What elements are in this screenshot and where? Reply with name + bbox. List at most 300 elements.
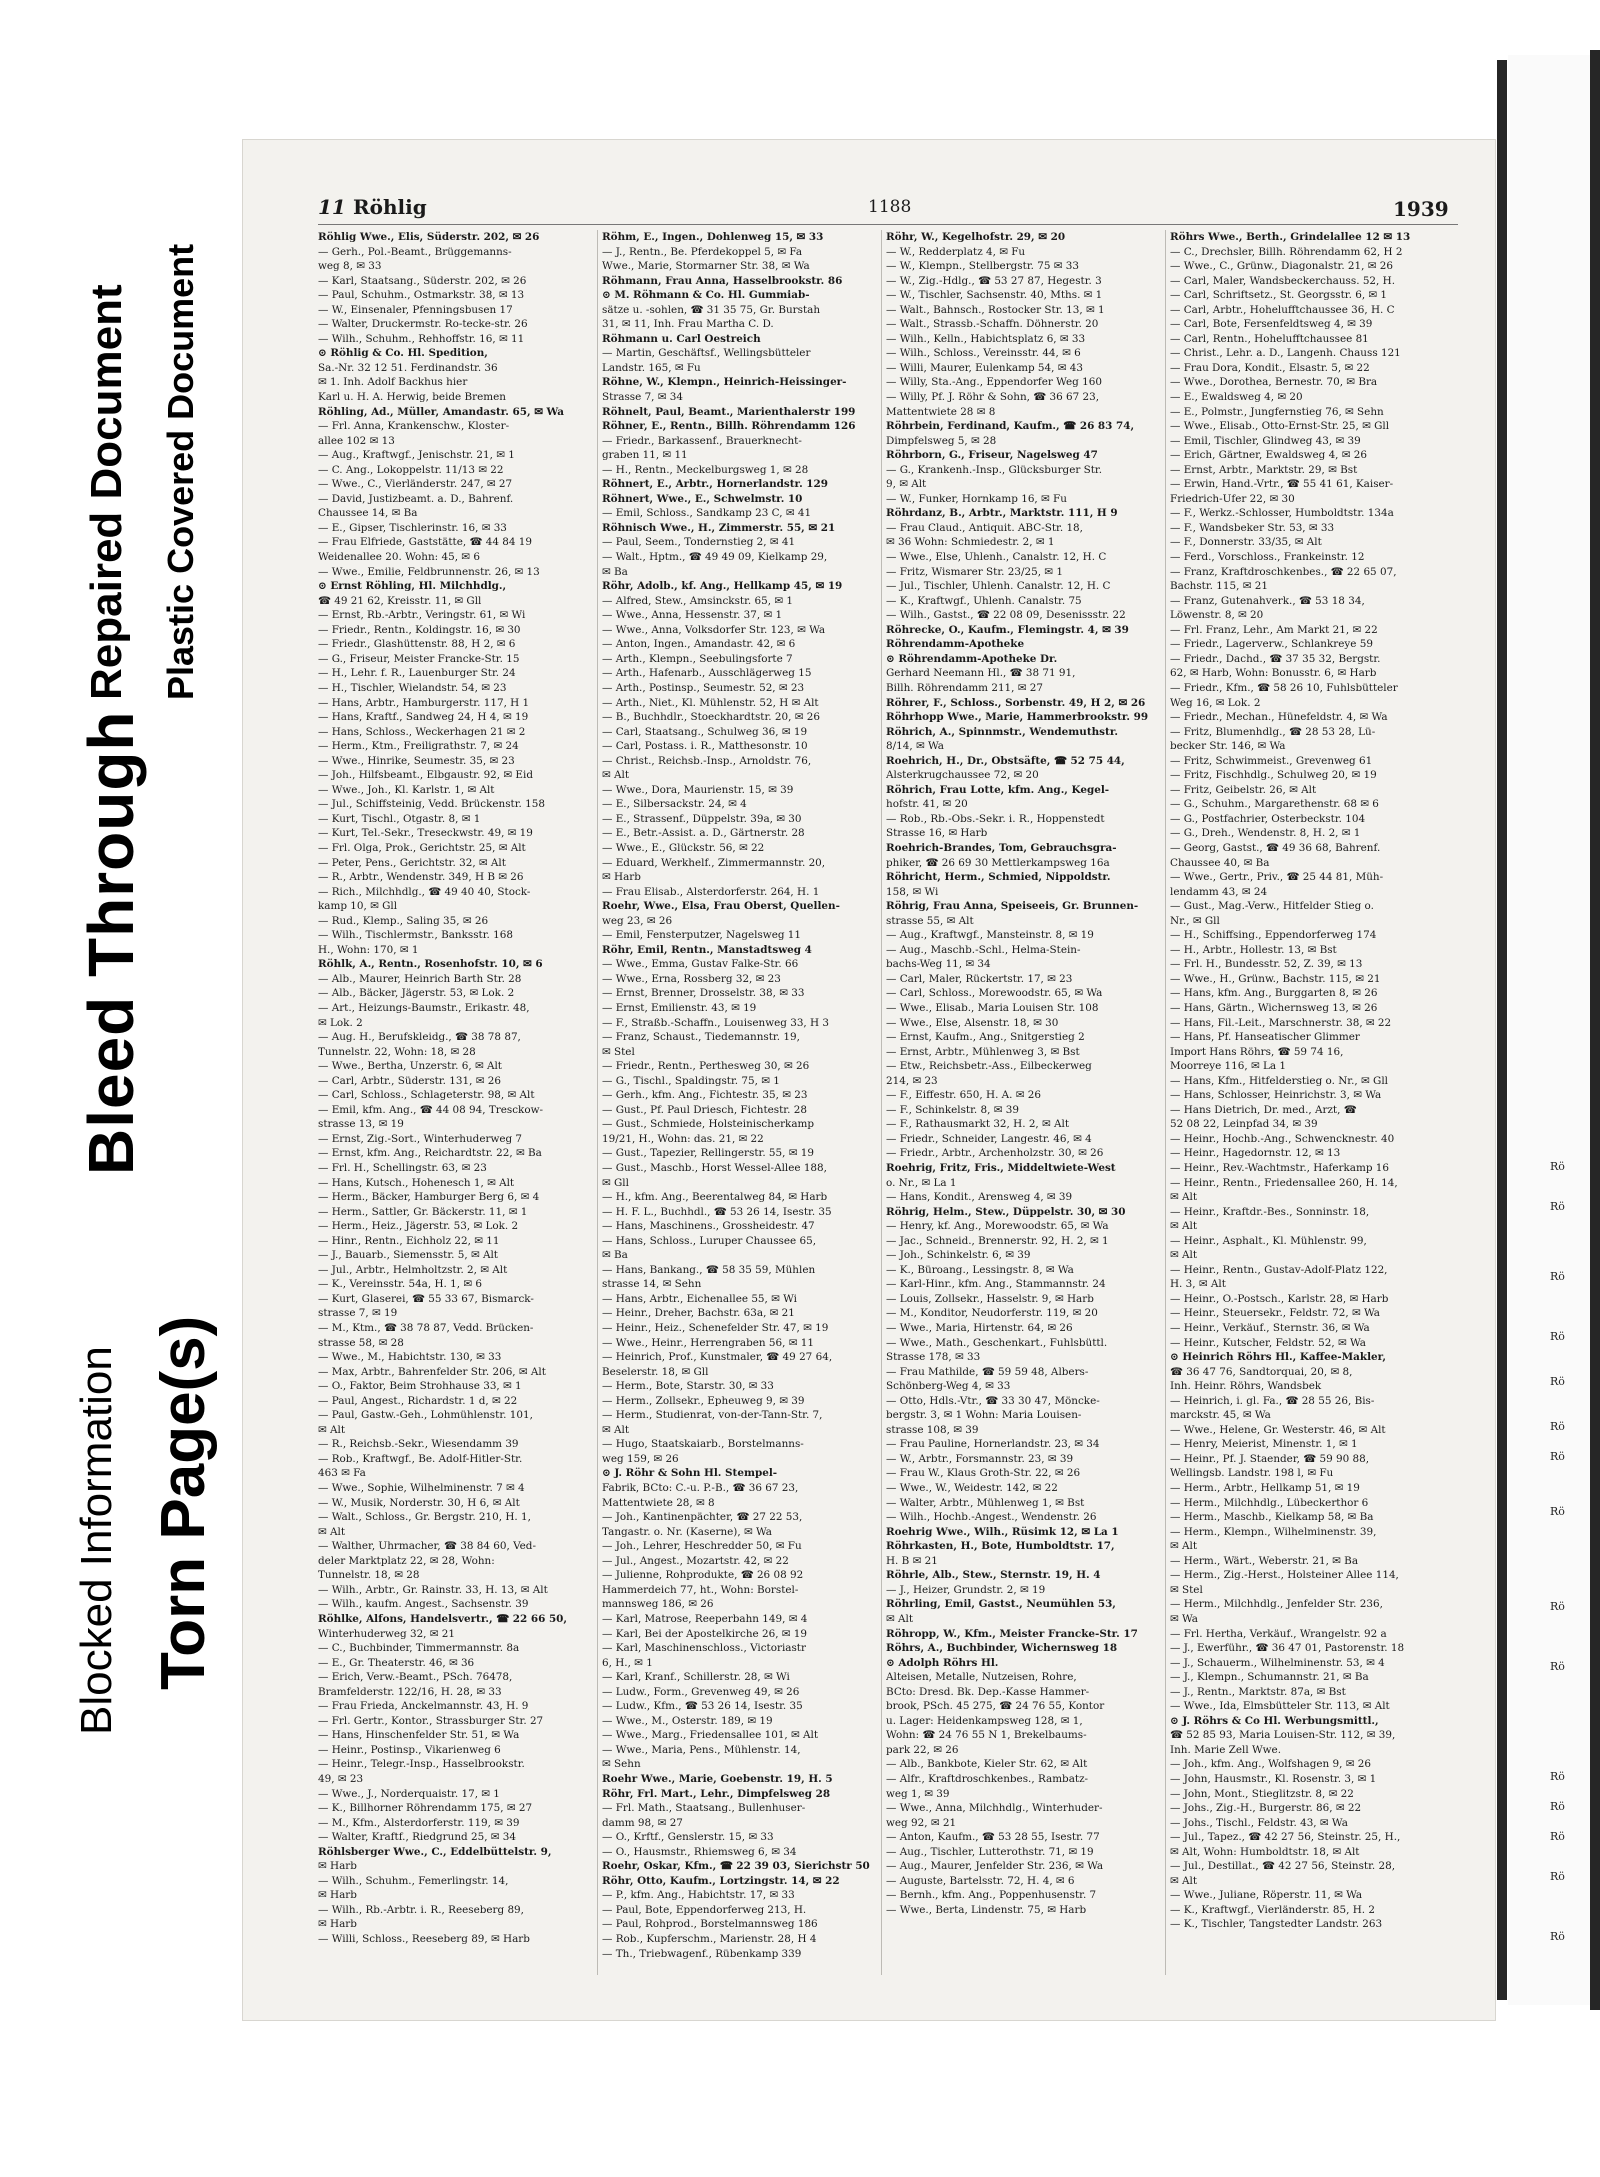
directory-entry-line: — Joh., kfm. Ang., Wolfshagen 9, ✉ 26 <box>1170 1758 1371 1771</box>
directory-entry-line: — Friedr., Schneider, Langestr. 46, ✉ 4 <box>886 1132 1092 1145</box>
directory-entry-line: Moorreye 116, ✉ La 1 <box>1170 1060 1287 1073</box>
directory-entry-line: Wellingsb. Landstr. 198 l, ✉ Fu <box>1170 1467 1334 1480</box>
directory-entry-line: — Heinr., Hagedornstr. 12, ✉ 13 <box>1170 1147 1341 1160</box>
edge-text-fragment: Rö <box>1550 1505 1565 1518</box>
directory-entry-line: — Fritz, Geibelstr. 26, ✉ Alt <box>1170 783 1317 796</box>
directory-entry-line: Röhrer, F., Schloss., Sorbenstr. 49, H 2, ✉ 26 <box>886 696 1146 709</box>
directory-entry-line: — Wwe., Emilie, Feldbrunnenstr. 26, ✉ 13 <box>318 565 540 578</box>
directory-entry-line: — Heinr., Rentn., Friedensallee 260, H. 14, <box>1170 1176 1398 1189</box>
directory-entry-line: — Wwe., Elisab., Otto-Ernst-Str. 25, ✉ Gll <box>1170 420 1390 433</box>
directory-entry-line: ⊙ Röhrendamm-Apotheke Dr. <box>886 652 1058 665</box>
directory-entry-line: — E., Gr. Theaterstr. 46, ✉ 36 <box>318 1656 475 1669</box>
edge-text-fragment: Rö <box>1550 1600 1565 1613</box>
directory-entry-line: Röhr, Emil, Rentn., Manstadtsweg 4 <box>602 943 812 956</box>
directory-entry-line: — Carl, Maler, Rückertstr. 17, ✉ 23 <box>886 972 1073 985</box>
directory-entry-line: ✉ Alt <box>886 1612 914 1625</box>
directory-entry-line: — Hans, kfm. Ang., Burggarten 8, ✉ 26 <box>1170 987 1378 1000</box>
directory-entry-line: — Wwe., Anna, Milchhdlg., Winterhuder- <box>886 1802 1103 1815</box>
directory-entry-line: — Willy, Pf. J. Röhr & Sohn, ☎ 36 67 23, <box>886 391 1100 404</box>
directory-year: 1939 <box>1393 197 1449 221</box>
directory-entry-line: — Heinr., Steuersekr., Feldstr. 72, ✉ Wa <box>1170 1307 1380 1320</box>
directory-entry-line: — Heinrich, i. gl. Fa., ☎ 28 55 26, Bis- <box>1170 1394 1375 1407</box>
directory-entry-line: — Walter, Druckermstr. Ro-tecke-str. 26 <box>318 318 528 331</box>
directory-entry-line: — C. Ang., Lokoppelstr. 11/13 ✉ 22 <box>318 463 504 476</box>
directory-entry-line: ☎ 52 85 93, Maria Louisen-Str. 112, ✉ 39, <box>1170 1729 1396 1742</box>
directory-entry-line: Röhling, Ad., Müller, Amandastr. 65, ✉ Wa <box>318 405 565 418</box>
directory-entry-line: — Alb., Bäcker, Jägerstr. 53, ✉ Lok. 2 <box>318 987 515 1000</box>
directory-entry-line: Röhrecke, O., Kaufm., Flemingstr. 4, ✉ 39 <box>886 623 1129 636</box>
directory-entry-line: — W., Zig.-Hdlg., ☎ 53 27 87, Hegestr. 3 <box>886 274 1102 287</box>
directory-entry-line: Röhlk, A., Rentn., Rosenhofstr. 10, ✉ 6 <box>318 958 543 971</box>
directory-entry-line: Nr., ✉ Gll <box>1170 914 1220 927</box>
directory-entry-line: — Christ., Lehr. a. D., Langenh. Chauss 121 <box>1170 347 1401 360</box>
directory-entry-line: — Jul., Tapez., ☎ 42 27 56, Steinstr. 25, H., <box>1170 1831 1401 1844</box>
directory-entry-line: — Gerh., Pol.-Beamt., Brüggemanns- <box>318 245 512 258</box>
directory-entry-line: Tangastr. o. Nr. (Kaserne), ✉ Wa <box>602 1525 772 1538</box>
directory-entry-line: Röhrs Wwe., Berth., Grindelallee 12 ✉ 13 <box>1170 231 1411 243</box>
directory-entry-line: — Jul., Angest., Mozartstr. 42, ✉ 22 <box>602 1554 789 1567</box>
directory-entry-line: Röhrle, Alb., Stew., Sternstr. 19, H. 4 <box>886 1569 1101 1582</box>
directory-entry-line: — J., Bauarb., Siemensstr. 5, ✉ Alt <box>318 1249 498 1262</box>
directory-entry-line: BCto: Dresd. Bk. Dep.-Kasse Hammer- <box>886 1685 1090 1698</box>
directory-entry-line: 6, H., ✉ 1 <box>602 1656 653 1669</box>
directory-entry-line: — Ludw., Kfm., ☎ 53 26 14, Isestr. 35 <box>602 1700 803 1713</box>
directory-entry-line: — Wwe., Dora, Maurienstr. 15, ✉ 39 <box>602 783 794 796</box>
directory-entry-line: — Heinr., Postinsp., Vikarienweg 6 <box>318 1743 501 1756</box>
directory-entry-line: — Franz, Schaust., Tiedemannstr. 19, <box>602 1031 800 1044</box>
directory-entry-line: — Franz, Kraftdroschkenbes., ☎ 22 65 07, <box>1170 565 1397 578</box>
directory-entry-line: ✉ 36 Wohn: Schmiedestr. 2, ✉ 1 <box>886 536 1055 549</box>
directory-entry-line: — Wilh., Schuhm., Rehhoffstr. 16, ✉ 11 <box>318 332 525 345</box>
directory-entry-line: — Ernst, Arbtr., Mühlenweg 3, ✉ Bst <box>886 1045 1080 1058</box>
directory-entry-line: Inh. Heinr. Röhrs, Wandsbek <box>1170 1380 1322 1393</box>
directory-entry-line: — Herm., Bäcker, Hamburger Berg 6, ✉ 4 <box>318 1191 540 1204</box>
directory-entry-line: Wohn: ☎ 24 76 55 N 1, Brekelbaums- <box>886 1729 1087 1742</box>
directory-entry-line: — Ludw., Form., Grevenweg 49, ✉ 26 <box>602 1685 800 1698</box>
directory-entry-line: — Herm., Zig.-Herst., Holsteiner Allee 114, <box>1170 1569 1399 1582</box>
directory-entry-line: — Herm., Arbtr., Hellkamp 51, ✉ 19 <box>1170 1482 1360 1495</box>
directory-entry-line: — Frau Pauline, Hornerlandstr. 23, ✉ 34 <box>886 1438 1100 1451</box>
edge-text-fragment: Rö <box>1550 1270 1565 1283</box>
directory-entry-line: — Carl, Bote, Fersenfeldtsweg 4, ✉ 39 <box>1170 318 1373 331</box>
directory-entry-line: — Herm., Milchhdlg., Jenfelder Str. 236, <box>1170 1598 1383 1611</box>
directory-column-1 <box>318 230 593 1975</box>
directory-entry-line: — Friedr., Mechan., Hünefeldstr. 4, ✉ Wa <box>1170 711 1388 724</box>
directory-entry-line: — Ferd., Vorschloss., Frankeinstr. 12 <box>1170 551 1365 564</box>
directory-entry-line: — Walt., Hptm., ☎ 49 49 09, Kielkamp 29, <box>602 551 828 564</box>
directory-entry-line: — Friedr., Rentn., Koldingstr. 16, ✉ 30 <box>318 623 521 636</box>
directory-entry-line: ✉ Alt, Wohn: Humboldtstr. 18, ✉ Alt <box>1170 1845 1360 1858</box>
directory-entry-line: Roehrich, H., Dr., Obstsäfte, ☎ 52 75 44, <box>886 754 1125 767</box>
directory-entry-line: — Herm., Heiz., Jägerstr. 53, ✉ Lok. 2 <box>318 1220 519 1233</box>
directory-entry-line: — J., Klempn., Schumannstr. 21, ✉ Ba <box>1170 1671 1369 1684</box>
directory-entry-line: — R., Reichsb.-Sekr., Wiesendamm 39 <box>318 1438 519 1451</box>
edge-text-fragment: Rö <box>1550 1930 1565 1943</box>
directory-entry-line: — Kurt, Glaserei, ☎ 55 33 67, Bismarck- <box>318 1292 534 1305</box>
directory-entry-line: — Hans, Schlosser, Heinrichstr. 3, ✉ Wa <box>1170 1089 1382 1102</box>
directory-column-3 <box>886 230 1161 1975</box>
directory-entry-line: strasse 55, ✉ Alt <box>886 914 974 927</box>
directory-entry-line: — Otto, Hdls.-Vtr., ☎ 33 30 47, Möncke- <box>886 1394 1100 1407</box>
directory-entry-line: — Gust., Tapezier, Rellingerstr. 55, ✉ 19 <box>602 1147 814 1160</box>
directory-entry-line: ✉ Alt <box>1170 1220 1198 1233</box>
directory-entry-line: Winterhuderweg 32, ✉ 21 <box>318 1627 456 1640</box>
directory-entry-line: — K., Vereinsstr. 54a, H. 1, ✉ 6 <box>318 1278 482 1291</box>
directory-entry-line: ✉ Alt <box>602 769 630 782</box>
directory-entry-line: — Rud., Klemp., Saling 35, ✉ 26 <box>318 914 489 927</box>
directory-entry-line: Röhrich, Frau Lotte, kfm. Ang., Kegel- <box>886 783 1110 796</box>
directory-entry-line: — Wwe., Emma, Gustav Falke-Str. 66 <box>602 958 799 971</box>
directory-entry-line: — P., kfm. Ang., Habichtstr. 17, ✉ 33 <box>602 1889 795 1902</box>
directory-entry-line: — Frl. Anna, Krankenschw., Kloster- <box>318 420 510 433</box>
directory-entry-line: — Hans, Pf. Hanseatischer Glimmer <box>1170 1031 1360 1044</box>
directory-entry-line: — K., Billhorner Röhrendamm 175, ✉ 27 <box>318 1802 533 1815</box>
directory-entry-line: Gerhard Neemann Hl., ☎ 38 71 91, <box>886 667 1076 680</box>
directory-entry-line: — Christ., Reichsb.-Insp., Arnoldstr. 76, <box>602 754 812 767</box>
directory-entry-line: — Joh., Kantinenpächter, ☎ 27 22 53, <box>602 1511 803 1524</box>
directory-entry-line: 62, ✉ Harb, Wohn: Bonusstr. 6, ✉ Harb <box>1170 667 1377 680</box>
edge-text-fragment: Rö <box>1550 1375 1565 1388</box>
directory-entry-line: — M., Konditor, Neudorferstr. 119, ✉ 20 <box>886 1307 1098 1320</box>
directory-entry-line: — Auguste, Bartelsstr. 72, H. 4, ✉ 6 <box>886 1874 1075 1887</box>
directory-entry-line: Röhrig, Frau Anna, Speiseeis, Gr. Brunnen- <box>886 900 1139 913</box>
directory-entry-line: Röhrling, Emil, Gastst., Neumühlen 53, <box>886 1598 1116 1611</box>
directory-entry-line: ✉ Stel <box>602 1045 635 1058</box>
directory-entry-line: Röhrs, A., Buchbinder, Wichernsweg 18 <box>886 1642 1118 1655</box>
directory-entry-line: — Joh., Lehrer, Heschredder 50, ✉ Fu <box>602 1540 802 1553</box>
directory-entry-line: — Th., Triebwagenf., Rübenkamp 339 <box>602 1947 802 1960</box>
directory-entry-line: — Karl, Bei der Apostelkirche 26, ✉ 19 <box>602 1627 808 1640</box>
directory-entry-line: — Willy, Sta.-Ang., Eppendorfer Weg 160 <box>886 376 1102 389</box>
directory-entry-line: Röhlke, Alfons, Handelsvertr., ☎ 22 66 50, <box>318 1612 568 1625</box>
directory-entry-line: — E., Strassenf., Düppelstr. 39a, ✉ 30 <box>602 812 802 825</box>
edge-text-fragment: Rö <box>1550 1200 1565 1213</box>
repaired-document-label: Repaired Document <box>82 284 131 700</box>
directory-entry-line: weg 92, ✉ 21 <box>886 1816 957 1829</box>
directory-entry-line: — Friedr., Arbtr., Archenholzstr. 30, ✉ 26 <box>886 1147 1104 1160</box>
directory-entry-line: — Heinr., Asphalt., Kl. Mühlenstr. 99, <box>1170 1234 1367 1247</box>
directory-entry-line: — Herm., Ktm., Freiligrathstr. 7, ✉ 24 <box>318 740 519 753</box>
edge-text-fragment: Rö <box>1550 1420 1565 1433</box>
directory-entry-line: — F., Werkz.-Schlosser, Humboldtstr. 134a <box>1170 507 1394 520</box>
directory-entry-line: Röhr, W., Kegelhofstr. 29, ✉ 20 <box>886 231 1066 243</box>
directory-entry-line: — Aug., Maschb.-Schl., Helma-Stein- <box>886 943 1081 956</box>
directory-entry-line: — Emil, kfm. Ang., ☎ 44 08 94, Tresckow- <box>318 1103 544 1116</box>
directory-entry-line: — O., Faktor, Beim Strohhause 33, ✉ 1 <box>318 1380 522 1393</box>
directory-entry-line: — Herm., Maschb., Kielkamp 58, ✉ Ba <box>1170 1511 1374 1524</box>
directory-entry-line: — H., kfm. Ang., Beerentalweg 84, ✉ Harb <box>602 1191 828 1204</box>
directory-entry-line: ✉ Alt <box>1170 1191 1198 1204</box>
directory-entry-line: ✉ Alt <box>1170 1249 1198 1262</box>
directory-entry-line: Hammerdeich 77, ht., Wohn: Borstel- <box>602 1583 799 1596</box>
directory-entry-line: Roehrig Wwe., Wilh., Rüsimk 12, ✉ La 1 <box>886 1525 1119 1538</box>
directory-entry-line: Alteisen, Metalle, Nutzeisen, Rohre, <box>886 1671 1077 1684</box>
directory-entry-line: — F., Eiffestr. 650, H. A. ✉ 26 <box>886 1089 1042 1102</box>
directory-entry-line: — Joh., Hilfsbeamt., Elbgaustr. 92, ✉ Eid <box>318 769 533 782</box>
directory-entry-line: Chaussee 14, ✉ Ba <box>318 507 418 520</box>
directory-entry-line: — Max, Arbtr., Bahrenfelder Str. 206, ✉ Alt <box>318 1365 546 1378</box>
directory-entry-line: — E., Gipser, Tischlerinstr. 16, ✉ 33 <box>318 521 507 534</box>
directory-entry-line: — Hans Dietrich, Dr. med., Arzt, ☎ <box>1170 1103 1357 1116</box>
directory-entry-line: — Wwe., Anna, Hessenstr. 37, ✉ 1 <box>602 609 783 622</box>
directory-entry-line: — Heinr., Telegr.-Insp., Hasselbrookstr. <box>318 1758 525 1771</box>
directory-entry-line: — Frau Claud., Antiquit. ABC-Str. 18, <box>886 521 1083 534</box>
directory-entry-line: — Hans, Bankang., ☎ 58 35 59, Mühlen <box>602 1263 816 1276</box>
directory-entry-line: — Henry, kf. Ang., Morewoodstr. 65, ✉ Wa <box>886 1220 1109 1233</box>
directory-entry-line: — Anton, Ingen., Amandastr. 42, ✉ 6 <box>602 638 796 651</box>
directory-entry-line: — F., Rathausmarkt 32, H. 2, ✉ Alt <box>886 1118 1070 1131</box>
directory-entry-line: — M., Kfm., Alsterdorferstr. 119, ✉ 39 <box>318 1816 520 1829</box>
directory-entry-line: Roehr Wwe., Marie, Goebenstr. 19, H. 5 <box>602 1772 833 1785</box>
directory-entry-line: — F., Donnerstr. 33/35, ✉ Alt <box>1170 536 1322 549</box>
directory-entry-line: — Hinr., Rentn., Eichholz 22, ✉ 11 <box>318 1234 500 1247</box>
directory-entry-line: — Rob., Rb.-Obs.-Sekr. i. R., Hoppenstedt <box>886 812 1105 825</box>
directory-entry-line: — Jul., Arbtr., Helmholtzstr. 2, ✉ Alt <box>318 1263 508 1276</box>
directory-entry-line: Röhlig Wwe., Elis, Süderstr. 202, ✉ 26 <box>318 231 540 243</box>
directory-entry-line: — Hans, Arbtr., Hamburgerstr. 117, H 1 <box>318 696 530 709</box>
directory-entry-line: — Peter, Pens., Gerichtstr. 32, ✉ Alt <box>318 856 506 869</box>
directory-entry-line: Röhricht, Herm., Schmied, Nippoldstr. <box>886 871 1111 884</box>
directory-entry-line: — E., Ewaldsweg 4, ✉ 20 <box>1170 391 1303 404</box>
directory-entry-line: — Gerh., kfm. Ang., Fichtestr. 35, ✉ 23 <box>602 1089 808 1102</box>
directory-entry-line: — G., Friseur, Meister Francke-Str. 15 <box>318 652 520 665</box>
directory-entry-line: strasse 58, ✉ 28 <box>318 1336 404 1349</box>
directory-entry-line: strasse 108, ✉ 39 <box>886 1423 979 1436</box>
directory-entry-line: — Gust., Schmiede, Holsteinischerkamp <box>602 1118 815 1131</box>
directory-entry-line: — Hugo, Staatskaiarb., Borstelmanns- <box>602 1438 804 1451</box>
directory-entry-line: — Erich, Verw.-Beamt., PSch. 76478, <box>318 1671 513 1684</box>
running-head: Röhlig <box>353 195 427 219</box>
directory-entry-line: ✉ Sehn <box>602 1758 641 1771</box>
directory-entry-line: H. B ✉ 21 <box>886 1554 938 1567</box>
directory-entry-line: — Wwe., Maria, Pens., Mühlenstr. 14, <box>602 1743 801 1756</box>
directory-entry-line: — C., Drechsler, Billh. Röhrendamm 62, H 2 <box>1170 245 1403 258</box>
directory-entry-line: — Paul, Angest., Richardstr. 1 d, ✉ 22 <box>318 1394 518 1407</box>
directory-entry-line: — W., Funker, Hornkamp 16, ✉ Fu <box>886 492 1067 505</box>
directory-entry-line: Löwenstr. 8, ✉ 20 <box>1170 609 1264 622</box>
directory-entry-line: Röhrhopp Wwe., Marie, Hammerbrookstr. 99 <box>886 711 1149 724</box>
directory-entry-line: 52 08 22, Leinpfad 34, ✉ 39 <box>1170 1118 1318 1131</box>
directory-entry-line: — Jac., Schneid., Brennerstr. 92, H. 2, ✉ 1 <box>886 1234 1109 1247</box>
directory-column-4 <box>1170 230 1445 1975</box>
directory-entry-line: weg 1, ✉ 39 <box>886 1787 950 1800</box>
directory-entry-line: 158, ✉ Wi <box>886 885 939 898</box>
directory-entry-line: — Bernh., kfm. Ang., Poppenhusenstr. 7 <box>886 1889 1097 1902</box>
directory-entry-line: Chaussee 40, ✉ Ba <box>1170 856 1270 869</box>
directory-entry-line: ✉ Wa <box>1170 1612 1198 1625</box>
directory-entry-line: — Frl. Olga, Prok., Gerichtstr. 25, ✉ Alt <box>318 841 526 854</box>
directory-entry-line: — K., Büroang., Lessingstr. 8, ✉ Wa <box>886 1263 1074 1276</box>
directory-entry-line: — H. F. L., Buchhdl., ☎ 53 26 14, Isestr. 35 <box>602 1205 832 1218</box>
directory-entry-line: — Aug. H., Berufskleidg., ☎ 38 78 87, <box>318 1031 521 1044</box>
blocked-information-label: Blocked Information <box>72 1346 121 1735</box>
directory-entry-line: Karl u. H. A. Herwig, beide Bremen <box>318 391 506 404</box>
directory-entry-line: — David, Justizbeamt. a. D., Bahrenf. <box>318 492 514 505</box>
directory-entry-line: — Hans, Kutsch., Hohenesch 1, ✉ Alt <box>318 1176 515 1189</box>
directory-entry-line: — Wwe., Maria, Hirtenstr. 64, ✉ 26 <box>886 1322 1073 1335</box>
directory-entry-line: H., Wohn: 170, ✉ 1 <box>318 943 419 956</box>
directory-entry-line: Strasse 16, ✉ Harb <box>886 827 988 840</box>
directory-entry-line: — Wwe., Elisab., Maria Louisen Str. 108 <box>886 1001 1099 1014</box>
directory-entry-line: — Heinr., Rentn., Gustav-Adolf-Platz 122, <box>1170 1263 1388 1276</box>
directory-entry-line: — Gust., Pf. Paul Driesch, Fichtestr. 28 <box>602 1103 807 1116</box>
directory-entry-line: — Wilh., Kelln., Habichtsplatz 6, ✉ 33 <box>886 332 1086 345</box>
directory-entry-line: — Hans, Fil.-Leit., Marschnerstr. 38, ✉ 22 <box>1170 1016 1392 1029</box>
directory-entry-line: — H., Tischler, Wielandstr. 54, ✉ 23 <box>318 681 507 694</box>
directory-entry-line: — Carl, Rentn., Hohelufftchaussee 81 <box>1170 332 1369 345</box>
directory-entry-line: — Wilh., Tischlermstr., Banksstr. 168 <box>318 929 513 942</box>
directory-entry-line: — Carl, Schriftsetz., St. Georgsstr. 6, ✉ 1 <box>1170 289 1388 302</box>
directory-entry-line: — O., Krftf., Genslerstr. 15, ✉ 33 <box>602 1831 774 1844</box>
directory-entry-line: ✉ Harb <box>318 1889 357 1902</box>
directory-entry-line: — Heinrich, Prof., Kunstmaler, ☎ 49 27 64, <box>602 1351 833 1364</box>
directory-entry-line: Röhrendamm-Apotheke <box>886 638 1025 651</box>
directory-entry-line: — W., Einsenaler, Pfenningsbusen 17 <box>318 303 513 316</box>
directory-entry-line: marckstr. 45, ✉ Wa <box>1170 1409 1271 1422</box>
directory-entry-line: — Jul., Schiffsteinig, Vedd. Brückenstr. 158 <box>318 798 545 811</box>
directory-entry-line: — Paul, Seem., Tondernstieg 2, ✉ 41 <box>602 536 796 549</box>
directory-entry-line: becker Str. 146, ✉ Wa <box>1170 740 1286 753</box>
directory-entry-line: — Carl, Schloss., Morewoodstr. 65, ✉ Wa <box>886 987 1103 1000</box>
directory-entry-line: Röhrich, A., Spinnmstr., Wendemuthstr. <box>886 725 1118 738</box>
directory-entry-line: — Walt., Bahnsch., Rostocker Str. 13, ✉ 1 <box>886 303 1105 316</box>
directory-entry-line: — Heinr., Rev.-Wachtmstr., Haferkamp 16 <box>1170 1162 1389 1174</box>
directory-entry-line: — Aug., Maurer, Jenfelder Str. 236, ✉ Wa <box>886 1860 1104 1873</box>
column-divider <box>597 230 598 1975</box>
directory-entry-line: — Franz, Gutenahverk., ☎ 53 18 34, <box>1170 594 1365 607</box>
page-edge-dark <box>1590 50 1600 2010</box>
directory-entry-line: Bramfelderstr. 122/16, H. 28, ✉ 33 <box>318 1685 502 1698</box>
directory-entry-line: Röhnisch Wwe., H., Zimmerstr. 55, ✉ 21 <box>602 521 836 534</box>
directory-entry-line: — Wwe., Gertr., Priv., ☎ 25 44 81, Müh- <box>1170 871 1384 884</box>
directory-entry-line: Röhrbein, Ferdinand, Kaufm., ☎ 26 83 74, <box>886 420 1135 433</box>
directory-entry-line: — Alb., Bankbote, Kieler Str. 62, ✉ Alt <box>886 1758 1088 1771</box>
directory-entry-line: ✉ Ba <box>602 565 628 578</box>
directory-entry-line: — Arth., Niet., Kl. Mühlenstr. 52, H ✉ Alt <box>602 696 819 709</box>
directory-entry-line: — W., Redderplatz 4, ✉ Fu <box>886 245 1026 258</box>
directory-entry-line: hofstr. 41, ✉ 20 <box>886 798 968 811</box>
directory-entry-line: — Carl, Postass. i. R., Matthesonstr. 10 <box>602 740 808 753</box>
directory-entry-line: graben 11, ✉ 11 <box>602 449 688 462</box>
header-rule <box>318 224 1458 225</box>
directory-entry-line: Inh. Marie Zell Wwe. <box>1170 1743 1282 1756</box>
directory-entry-line: — Wwe., Erna, Rossberg 32, ✉ 23 <box>602 972 781 985</box>
directory-entry-line: — Joh., Schinkelstr. 6, ✉ 39 <box>886 1249 1031 1262</box>
directory-entry-line: — Willi, Maurer, Eulenkamp 54, ✉ 43 <box>886 361 1083 374</box>
directory-entry-line: — Carl, Staatsang., Schulweg 36, ✉ 19 <box>602 725 808 738</box>
directory-entry-line: — Wilh., Schloss., Vereinsstr. 44, ✉ 6 <box>886 347 1081 360</box>
directory-entry-line: Röhrkasten, H., Bote, Humboldtstr. 17, <box>886 1540 1115 1553</box>
directory-entry-line: — F., Wandsbeker Str. 53, ✉ 33 <box>1170 521 1335 534</box>
directory-entry-line: 9, ✉ Alt <box>886 478 927 491</box>
directory-entry-line: ☎ 49 21 62, Kreisstr. 11, ✉ Gll <box>318 594 482 607</box>
directory-entry-line: weg 8, ✉ 33 <box>318 260 382 273</box>
directory-entry-line: — Emil, Fensterputzer, Nagelsweg 11 <box>602 929 802 942</box>
directory-entry-line: — Frl. Hertha, Verkäuf., Wrangelstr. 92 a <box>1170 1627 1387 1640</box>
directory-entry-line: ✉ Harb <box>602 871 641 884</box>
directory-entry-line: — Alb., Maurer, Heinrich Barth Str. 28 <box>318 972 522 985</box>
directory-entry-line: Fabrik, BCto: C.-u. P.-B., ☎ 36 67 23, <box>602 1482 799 1495</box>
page-edge-shadow <box>1497 60 1507 2000</box>
directory-entry-line: park 22, ✉ 26 <box>886 1743 959 1756</box>
directory-entry-line: — W., Klempn., Stellbergstr. 75 ✉ 33 <box>886 260 1080 273</box>
directory-entry-line: — Karl, Kranf., Schillerstr. 28, ✉ Wi <box>602 1671 790 1684</box>
directory-entry-line: ✉ Harb <box>318 1860 357 1873</box>
directory-entry-line: — Frau Mathilde, ☎ 59 59 48, Albers- <box>886 1365 1089 1378</box>
directory-entry-line: — Julienne, Rohprodukte, ☎ 26 08 92 <box>602 1569 804 1582</box>
directory-entry-line: strasse 14, ✉ Sehn <box>602 1278 702 1291</box>
directory-entry-line: bergstr. 3, ✉ 1 Wohn: Maria Louisen- <box>886 1409 1082 1422</box>
directory-entry-line: ✉ Alt <box>1170 1874 1198 1887</box>
directory-entry-line: — Frau Dora, Kondit., Elsastr. 5, ✉ 22 <box>1170 361 1370 374</box>
directory-entry-line: — Karl, Matrose, Reeperbahn 149, ✉ 4 <box>602 1612 808 1625</box>
directory-entry-line: — Hans, Arbtr., Eichenallee 55, ✉ Wi <box>602 1292 797 1305</box>
directory-entry-line: — Herm., Milchhdlg., Lübeckerthor 6 <box>1170 1496 1369 1509</box>
edge-text-fragment: Rö <box>1550 1770 1565 1783</box>
directory-entry-line: Röhmann, Frau Anna, Hasselbrookstr. 86 <box>602 274 843 287</box>
directory-entry-line: H. 3, ✉ Alt <box>1170 1278 1226 1291</box>
directory-entry-line: Röhm, E., Ingen., Dohlenweg 15, ✉ 33 <box>602 231 824 243</box>
directory-entry-line: — Frl. Franz, Lehr., Am Markt 21, ✉ 22 <box>1170 623 1378 636</box>
directory-entry-line: — Herm., Zollsekr., Epheuweg 9, ✉ 39 <box>602 1394 805 1407</box>
directory-entry-line: — John, Mont., Stieglitzstr. 8, ✉ 22 <box>1170 1787 1354 1800</box>
directory-entry-line: — K., Tischler, Tangstedter Landstr. 263 <box>1170 1918 1383 1931</box>
directory-entry-line: — Friedr., Rentn., Perthesweg 30, ✉ 26 <box>602 1060 810 1073</box>
directory-entry-line: — K., Kraftwgf., Uhlenh. Canalstr. 75 <box>886 594 1082 607</box>
directory-entry-line: ⊙ J. Röhr & Sohn Hl. Stempel- <box>602 1467 778 1480</box>
directory-entry-line: — Arth., Klempn., Seebulingsforte 7 <box>602 652 793 665</box>
directory-entry-line: — Wwe., Hinrike, Seumestr. 35, ✉ 23 <box>318 754 515 767</box>
directory-entry-line: Röhrborn, G., Friseur, Nagelsweg 47 <box>886 449 1098 462</box>
directory-entry-line: 49, ✉ 23 <box>318 1772 364 1785</box>
directory-entry-line: — J., Heizer, Grundstr. 2, ✉ 19 <box>886 1583 1046 1596</box>
directory-entry-line: Röhr, Adolb., kf. Ang., Hellkamp 45, ✉ 19 <box>602 580 843 593</box>
adjacent-page-strip <box>1508 55 1590 2005</box>
directory-entry-line: — Walter, Arbtr., Mühlenweg 1, ✉ Bst <box>886 1496 1085 1509</box>
directory-entry-line: u. Lager: Heidenkampsweg 128, ✉ 1, <box>886 1714 1083 1727</box>
directory-entry-line: — Wwe., Joh., Kl. Karlstr. 1, ✉ Alt <box>318 783 495 796</box>
directory-entry-line: Roehrig, Fritz, Fris., Middeltwiete-West <box>886 1162 1116 1174</box>
directory-entry-line: lendamm 43, ✉ 24 <box>1170 885 1268 898</box>
directory-entry-line: — Willi, Schloss., Reeseberg 89, ✉ Harb <box>318 1932 530 1945</box>
directory-entry-line: Röhropp, W., Kfm., Meister Francke-Str. 17 <box>886 1627 1138 1640</box>
directory-entry-line: ✉ Alt <box>1170 1540 1198 1553</box>
directory-entry-line: — W., Arbtr., Forsmannstr. 23, ✉ 39 <box>886 1452 1074 1465</box>
directory-entry-line: — Kurt, Tel.-Sekr., Treseckwstr. 49, ✉ 19 <box>318 827 533 840</box>
directory-entry-line: — Heinr., Kraftdr.-Bes., Sonninstr. 18, <box>1170 1205 1370 1218</box>
directory-entry-line: — Aug., Tischler, Lutterothstr. 71, ✉ 19 <box>886 1845 1094 1858</box>
plastic-covered-label: Plastic Covered Document <box>160 243 201 700</box>
directory-entry-line: Landstr. 165, ✉ Fu <box>602 361 701 374</box>
directory-entry-line: Sa.-Nr. 32 12 51. Ferdinandstr. 36 <box>318 361 498 374</box>
directory-entry-line: — Aug., Kraftwgf., Mansteinstr. 8, ✉ 19 <box>886 929 1094 942</box>
directory-entry-line: — Friedr., Glashüttenstr. 88, H 2, ✉ 6 <box>318 638 516 651</box>
directory-entry-line: ⊙ M. Röhmann & Co. Hl. Gummiab- <box>602 289 810 302</box>
directory-entry-line: — Paul, Schuhm., Ostmarkstr. 38, ✉ 13 <box>318 289 525 302</box>
directory-entry-line: Bachstr. 115, ✉ 21 <box>1170 580 1268 593</box>
directory-entry-line: — Carl, Maler, Wandsbeckerchauss. 52, H. <box>1170 274 1396 287</box>
directory-entry-line: ✉ Alt <box>318 1525 346 1538</box>
directory-entry-line: 214, ✉ 23 <box>886 1074 938 1087</box>
directory-entry-line: — Wilh., Arbtr., Gr. Rainstr. 33, H. 13, ✉ Alt <box>318 1583 548 1596</box>
directory-entry-line: — Fritz, Schwimmeist., Grevenweg 61 <box>1170 754 1373 767</box>
directory-entry-line: Röhrig, Helm., Stew., Düppelstr. 30, ✉ 30 <box>886 1205 1126 1218</box>
directory-entry-line: — Ernst, Kaufm., Ang., Snitgerstieg 2 <box>886 1031 1085 1044</box>
directory-entry-line: Beselerstr. 18, ✉ Gll <box>602 1365 709 1378</box>
directory-entry-line: — Wwe., C., Vierländerstr. 247, ✉ 27 <box>318 478 513 491</box>
directory-entry-line: — J., Rentn., Marktstr. 87a, ✉ Bst <box>1170 1685 1346 1698</box>
directory-entry-line: — Friedr., Kfm., ☎ 58 26 10, Fuhlsbütteler <box>1170 681 1398 694</box>
